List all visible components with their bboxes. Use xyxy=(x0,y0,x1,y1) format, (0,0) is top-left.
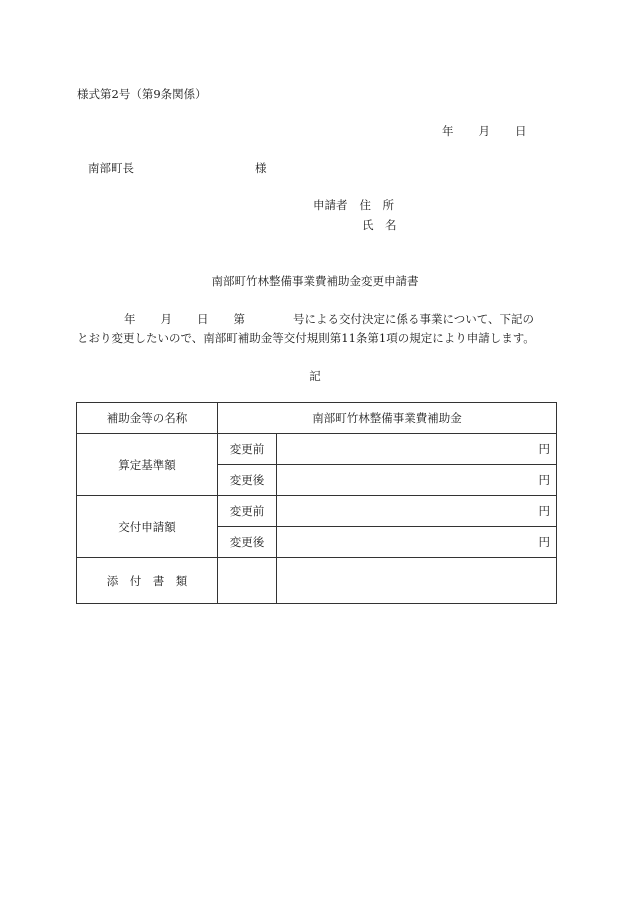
body-line-1-rest: 号による交付決定に係る事業について、下記の xyxy=(293,312,535,326)
document-title: 南部町竹林整備事業費補助金変更申請書 xyxy=(211,274,419,288)
application-after-amount[interactable]: 円 xyxy=(277,527,557,558)
base-before-label: 変更前 xyxy=(218,434,277,465)
date-day: 日 xyxy=(515,124,527,138)
ki-heading: 記 xyxy=(309,369,321,383)
applicant-label: 申請者 xyxy=(313,198,348,212)
subsidy-name-value: 南部町竹林整備事業費補助金 xyxy=(218,403,557,434)
recipient-name: 南部町長 xyxy=(88,161,134,175)
application-amount-label: 交付申請額 xyxy=(77,496,218,558)
table-row xyxy=(77,403,557,434)
body-dai: 第 xyxy=(233,312,245,326)
applicant-address-line xyxy=(313,197,394,213)
body-line-2: とおり変更したいので、南部町補助金等交付規則第11条第1項の規定により申請します。 xyxy=(77,331,535,345)
base-after-label: 変更後 xyxy=(218,465,277,496)
body-month: 月 xyxy=(160,312,172,326)
recipient-suffix: 様 xyxy=(255,161,267,175)
body-year: 年 xyxy=(124,312,136,326)
recipient-line xyxy=(88,160,267,176)
subsidy-name-label: 補助金等の名称 xyxy=(77,403,218,434)
base-after-amount[interactable]: 円 xyxy=(277,465,557,496)
application-after-label: 変更後 xyxy=(218,527,277,558)
application-table xyxy=(76,402,557,604)
table-row xyxy=(77,558,557,604)
date-line xyxy=(442,123,527,139)
application-before-amount[interactable]: 円 xyxy=(277,496,557,527)
date-month: 月 xyxy=(478,124,490,138)
base-amount-label: 算定基準額 xyxy=(77,434,218,496)
form-number: 様式第2号（第9条関係） xyxy=(77,87,207,101)
application-before-label: 変更前 xyxy=(218,496,277,527)
body-day: 日 xyxy=(197,312,209,326)
table-row xyxy=(77,496,557,527)
table-row xyxy=(77,434,557,465)
applicant-name-label: 氏 名 xyxy=(362,218,397,232)
attachments-label: 添 付 書 類 xyxy=(77,558,218,604)
applicant-name-line xyxy=(362,217,397,233)
date-year: 年 xyxy=(442,124,454,138)
base-before-amount[interactable]: 円 xyxy=(277,434,557,465)
attachments-blank-cell[interactable] xyxy=(218,558,277,604)
applicant-address-label: 住 所 xyxy=(359,198,394,212)
attachments-value-cell[interactable] xyxy=(277,558,557,604)
body-line-1 xyxy=(124,311,534,327)
